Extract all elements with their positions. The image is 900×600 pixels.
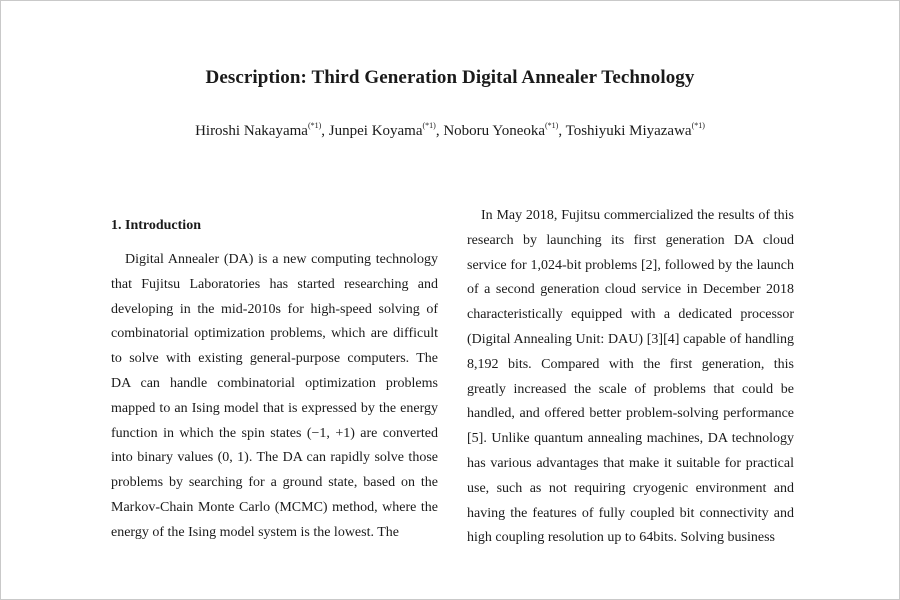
author-affiliation: (*1) <box>307 121 322 130</box>
author-separator: , <box>321 123 329 139</box>
section-heading: 1. Introduction <box>111 218 201 233</box>
author-list <box>1 122 899 140</box>
right-column <box>467 204 794 551</box>
author-name: Noboru Yoneoka <box>443 123 546 139</box>
author-affiliation: (*1) <box>691 121 705 130</box>
left-column <box>111 214 438 546</box>
author-name: Hiroshi Nakayama <box>195 123 308 139</box>
author-name: Toshiyuki Miyazawa <box>565 123 692 139</box>
author-affiliation: (*1) <box>422 121 436 130</box>
author-separator: , <box>435 123 444 139</box>
body-paragraph: In May 2018, Fujitsu commercialized the results of this research by launching its first generation DA cloud service for 1,024-bit problems [2], followed by the launch of a second generation cloud service in December 2018 characteristically equipped with a dedicated processor (Digital Annealing Unit: DAU) [3][4] capable of handling 8,192 bits. Compared with the first generation, this greatly increased the scale of problems that could be handled, and offered better problem-solving performance [5]. Unlike quantum annealing machines, DA technology has various advantages that make it suitable for practical use, such as not requiring cryogenic environment and having the features of fully coupled bit connectivity and high coupling resolution up to 64bits. Solving business <box>467 208 794 546</box>
paper-title: Description: Third Generation Digital Annealer Technology <box>205 67 695 88</box>
author-separator: , <box>558 123 566 139</box>
author-affiliation: (*1) <box>545 121 559 130</box>
author-name: Junpei Koyama <box>328 123 423 139</box>
intro-paragraph: Digital Annealer (DA) is a new computing technology that Fujitsu Laboratories has started researching and developing in the mid-2010s for high-speed solving of combinatorial optimization problems, which are difficult to solve with existing general-purpose computers. The DA can handle combinatorial optimization problems mapped to an Ising model that is expressed by the energy function in which the spin states (−1, +1) are converted into binary values (0, 1). The DA can rapidly solve those problems by searching for a ground state, based on the Markov-Chain Monte Carlo (MCMC) method, where the energy of the Ising model system is the lowest. The <box>111 252 438 540</box>
